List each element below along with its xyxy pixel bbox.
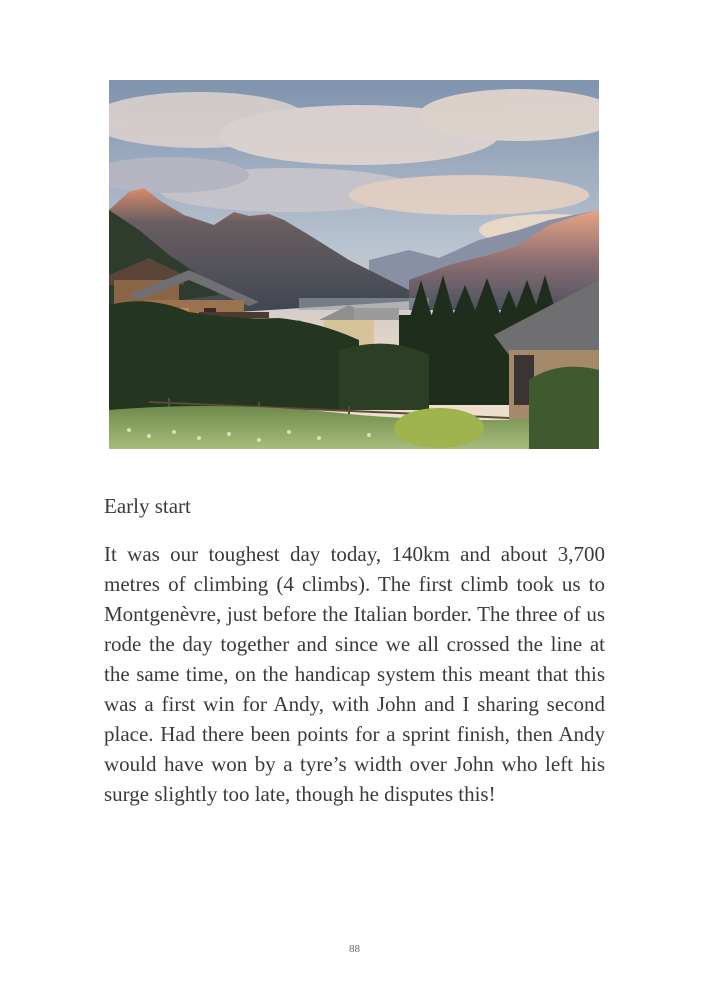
bush [339,344,429,410]
tree-right [529,367,599,449]
body-paragraph: It was our toughest day today, 140km and about 3,700 metres of climbing (4 climbs). The first climb took us to Montgenèvre, just before the Italian border. The three of us rode the day together and since we all crossed the line at the same time, on the handicap system this meant that this was a first win for Andy, with John and I sharing second place. Had there been points for a sprint finish, then Andy would have won by a tyre’s width over John who left his surge slightly too late, though he disputes this! [104,542,605,806]
shrub [394,408,484,448]
photo-illustration [109,80,599,449]
photo-caption: Early start [104,494,191,518]
page-number: 88 [349,943,360,955]
mountain-village-photo [109,80,599,449]
